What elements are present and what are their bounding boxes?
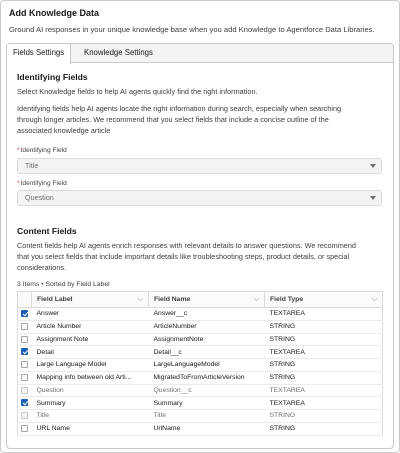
row-checkbox[interactable] [21,399,28,406]
table-row[interactable] [18,308,383,321]
field-name-cell: UrlName [149,422,265,435]
field-label-cell: Article Number [32,320,149,333]
field-label-cell: Title [32,410,149,423]
row-checkbox-cell [18,359,32,372]
identifying-field-1-value: Title [25,161,39,170]
field-label-cell: URL Name [32,422,149,435]
chevron-down-icon[interactable]: ⌵ [371,296,377,303]
field-name-cell: LargeLanguageModel [149,359,265,372]
field-name-cell: Title [149,410,265,423]
triangle-down-icon [370,196,376,200]
tab-knowledge-settings[interactable]: Knowledge Settings [84,48,153,57]
identifying-field-1-label: *Identifying Field [17,147,67,154]
field-label-cell: Summary [32,397,149,410]
column-header-field-name[interactable]: Field Name ⌵ [149,292,265,308]
required-marker: * [17,147,20,154]
dialog-subtitle: Ground AI responses in your unique knowledge base when you add Knowledge to Agentforce Data Libraries. [9,25,375,34]
row-checkbox[interactable] [21,425,28,432]
table-row[interactable] [18,410,383,423]
table-row[interactable] [18,422,383,435]
field-type-cell: STRING [265,371,383,384]
select-column-header [18,292,32,308]
row-checkbox-cell [18,384,32,397]
content-fields-table [17,291,383,436]
table-row[interactable] [18,371,383,384]
row-checkbox[interactable] [21,336,28,343]
content-fields-desc-1: Content fields help AI agents enrich responses with relevant details to answer questions. We recommend [17,241,356,250]
triangle-down-icon [370,164,376,168]
field-label-cell: Large Language Model [32,359,149,372]
field-type-cell: TEXTAREA [265,346,383,359]
tab-bar [7,44,393,63]
identifying-fields-desc: Select Knowledge fields to help AI agents quickly find the right information. [17,87,258,96]
field-type-cell: STRING [265,320,383,333]
field-name-cell: Detail__c [149,346,265,359]
row-checkbox [21,387,28,394]
chevron-down-icon[interactable]: ⌵ [253,296,259,303]
field-type-cell: STRING [265,410,383,423]
column-header-field-label[interactable]: Field Label ⌵ [32,292,149,308]
content-fields-desc-3: considerations. [17,263,67,272]
identifying-field-2-select[interactable] [17,190,382,206]
field-type-cell: TEXTAREA [265,308,383,321]
settings-panel [6,43,394,449]
field-name-cell: Question__c [149,384,265,397]
identifying-field-2-label: *Identifying Field [17,180,67,187]
field-name-cell: AssignmentNote [149,333,265,346]
row-checkbox[interactable] [21,361,28,368]
field-name-cell: Answer__c [149,308,265,321]
field-label-cell: Assignment Note [32,333,149,346]
chevron-down-icon[interactable]: ⌵ [137,296,143,303]
field-type-cell: STRING [265,333,383,346]
row-checkbox-cell [18,410,32,423]
tab-fields-settings[interactable]: Fields Settings [7,44,71,64]
field-label-cell: Answer [32,308,149,321]
table-row[interactable] [18,320,383,333]
identifying-fields-help-2: through longer articles. We recommend that you select fields that include a concise outline of the [17,115,329,124]
dialog-title: Add Knowledge Data [9,8,100,18]
row-checkbox-cell [18,333,32,346]
required-marker: * [17,180,20,187]
table-header-row [18,292,383,308]
field-name-cell: MigratedToFromArticleVersion [149,371,265,384]
field-type-cell: STRING [265,422,383,435]
identifying-fields-title: Identifying Fields [17,72,88,82]
field-name-cell: Summary [149,397,265,410]
column-header-field-type[interactable]: Field Type ⌵ [265,292,383,308]
row-checkbox-cell [18,320,32,333]
table-meta: 3 Items • Sorted by Field Label [17,281,110,288]
row-checkbox [21,412,28,419]
row-checkbox-cell [18,346,32,359]
field-type-cell: TEXTAREA [265,384,383,397]
table-row[interactable] [18,397,383,410]
row-checkbox[interactable] [21,323,28,330]
table-row[interactable] [18,359,383,372]
row-checkbox[interactable] [21,374,28,381]
row-checkbox-cell [18,308,32,321]
table-row[interactable] [18,333,383,346]
row-checkbox[interactable] [21,310,28,317]
field-label-cell: Detail [32,346,149,359]
identifying-fields-help-3: associated knowledge article [17,126,111,135]
field-label-cell: Question [32,384,149,397]
identifying-field-1-select[interactable] [17,158,382,174]
row-checkbox-cell [18,422,32,435]
field-label-cell: Mapping info between old Arti... [32,371,149,384]
identifying-field-2-value: Question [25,193,54,202]
content-fields-desc-2: that you select fields that include important details like troubleshooting steps, product details, or special [17,252,350,261]
field-name-cell: ArticleNumber [149,320,265,333]
identifying-fields-help-1: Identifying fields help AI agents locate the right information during search, especially when searching [17,104,342,113]
row-checkbox-cell [18,371,32,384]
field-type-cell: TEXTAREA [265,397,383,410]
row-checkbox-cell [18,397,32,410]
field-type-cell: STRING [265,359,383,372]
table-row[interactable] [18,384,383,397]
table-row[interactable] [18,346,383,359]
content-fields-title: Content Fields [17,226,77,236]
row-checkbox[interactable] [21,348,28,355]
